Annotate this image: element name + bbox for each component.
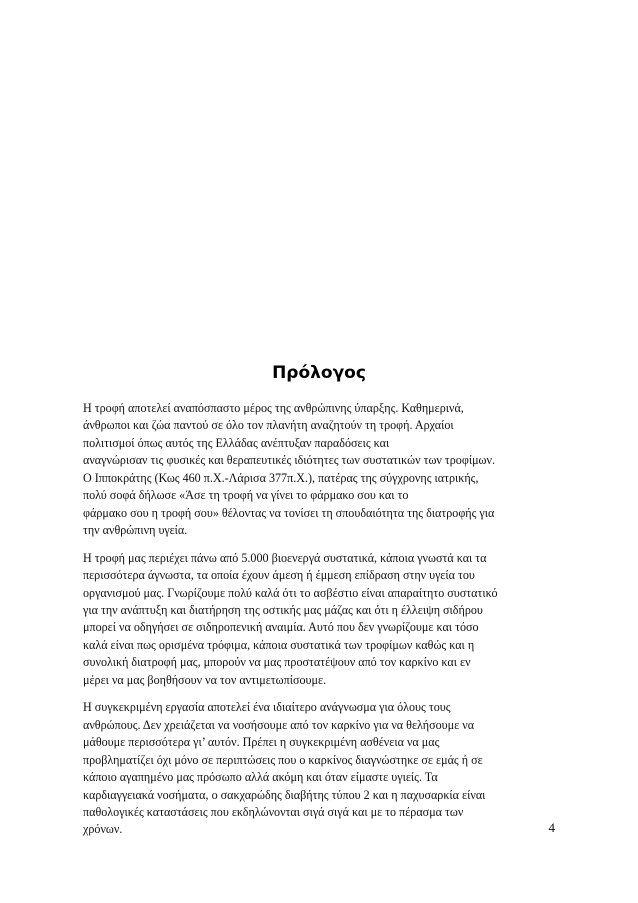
text-line: Ο Ιπποκράτης (Κως 460 π.Χ.-Λάρισα 377π.Χ.), πατέρας της σύγχρονης ιατρικής,: [83, 470, 479, 485]
text-line: μπορεί να οδηγήσει σε σιδηροπενική αναιμία. Αυτό που δεν γνωρίζουμε και τόσο: [83, 620, 479, 635]
paragraph-1: [83, 400, 555, 540]
paragraph-2: [83, 550, 555, 690]
text-line: καρδιαγγειακά νοσήματα, ο σακχαρώδης διαβήτης τύπου 2 και η παχυσαρκία είναι: [83, 787, 486, 802]
text-line: κάποιο αγαπημένο μας πρόσωπο αλλά ακόμη και όταν είμαστε υγιείς. Τα: [83, 770, 438, 785]
text-line: την ανθρώπινη υγεία.: [83, 523, 188, 538]
text-line: Η τροφή αποτελεί αναπόσπαστο μέρος της ανθρώπινης ύπαρξης. Καθημερινά,: [83, 401, 464, 415]
text-line: παθολογικές καταστάσεις που εκδηλώνονται σιγά σιγά και με το πέρασμα των: [83, 804, 464, 819]
text-line: μάθουμε περισσότερα γι’ αυτόν. Πρέπει η συγκεκριμένη ασθένεια να μας: [83, 735, 440, 750]
text-line: Η συγκεκριμένη εργασία αποτελεί ένα ιδιαίτερο ανάγνωσμα για όλους τους: [83, 700, 451, 715]
paragraph-3: [83, 699, 555, 839]
text-line: χρόνων.: [83, 822, 123, 837]
text-line: πολύ σοφά δήλωσε «Άσε τη τροφή να γίνει το φάρμακο σου και το: [83, 488, 409, 503]
text-line: για την ανάπτυξη και διατήρηση της οστικής μας μάζας και ότι η έλλειψη σιδήρου: [83, 602, 483, 617]
text-line: προβληματίζει όχι μόνο σε περιπτώσεις που ο καρκίνος διαγνώστηκε σε εμάς ή σε: [83, 752, 483, 767]
page-title: Πρόλογος: [272, 363, 366, 383]
page-number: 4: [548, 820, 555, 835]
text-line: περισσότερα άγνωστα, τα οποία έχουν άμεση ή έμμεση επίδραση στην υγεία του: [83, 568, 475, 583]
text-line: άνθρωποι και ζώα παντού σε όλο τον πλανήτη αναζητούν τη τροφή. Αρχαίοι: [83, 418, 454, 433]
body-text: [83, 400, 555, 839]
text-line: συνολική διατροφή μας, μπορούν να μας προστατέψουν από τον καρκίνο και εν: [83, 655, 471, 670]
text-line: μέρει να μας βοηθήσουν να τον αντιμετωπίσουμε.: [83, 672, 327, 687]
text-line: πολιτισμοί όπως αυτός της Ελλάδας ανέπτυξαν παραδόσεις και: [83, 435, 390, 450]
text-line: οργανισμού μας. Γνωρίζουμε πολύ καλά ότι το ασβέστιο είναι απαραίτητο συστατικό: [83, 585, 498, 600]
text-line: καλά είναι πως ορισμένα τρόφιμα, κάποια συστατικά των τροφίμων καθώς και η: [83, 637, 475, 652]
text-line: ανθρώπους. Δεν χρειάζεται να νοσήσουμε από τον καρκίνο για να θελήσουμε να: [83, 717, 475, 732]
text-line: φάρμακο σου η τροφή σου» θέλοντας να τονίσει τη σπουδαιότητα της διατροφής για: [83, 505, 495, 520]
text-line: αναγνώρισαν τις φυσικές και θεραπευτικές ιδιότητες των συστατικών των τροφίμων.: [83, 453, 496, 468]
text-line: Η τροφή μας περιέχει πάνω από 5.000 βιοενεργά συστατικά, κάποια γνωστά και τα: [83, 550, 487, 565]
